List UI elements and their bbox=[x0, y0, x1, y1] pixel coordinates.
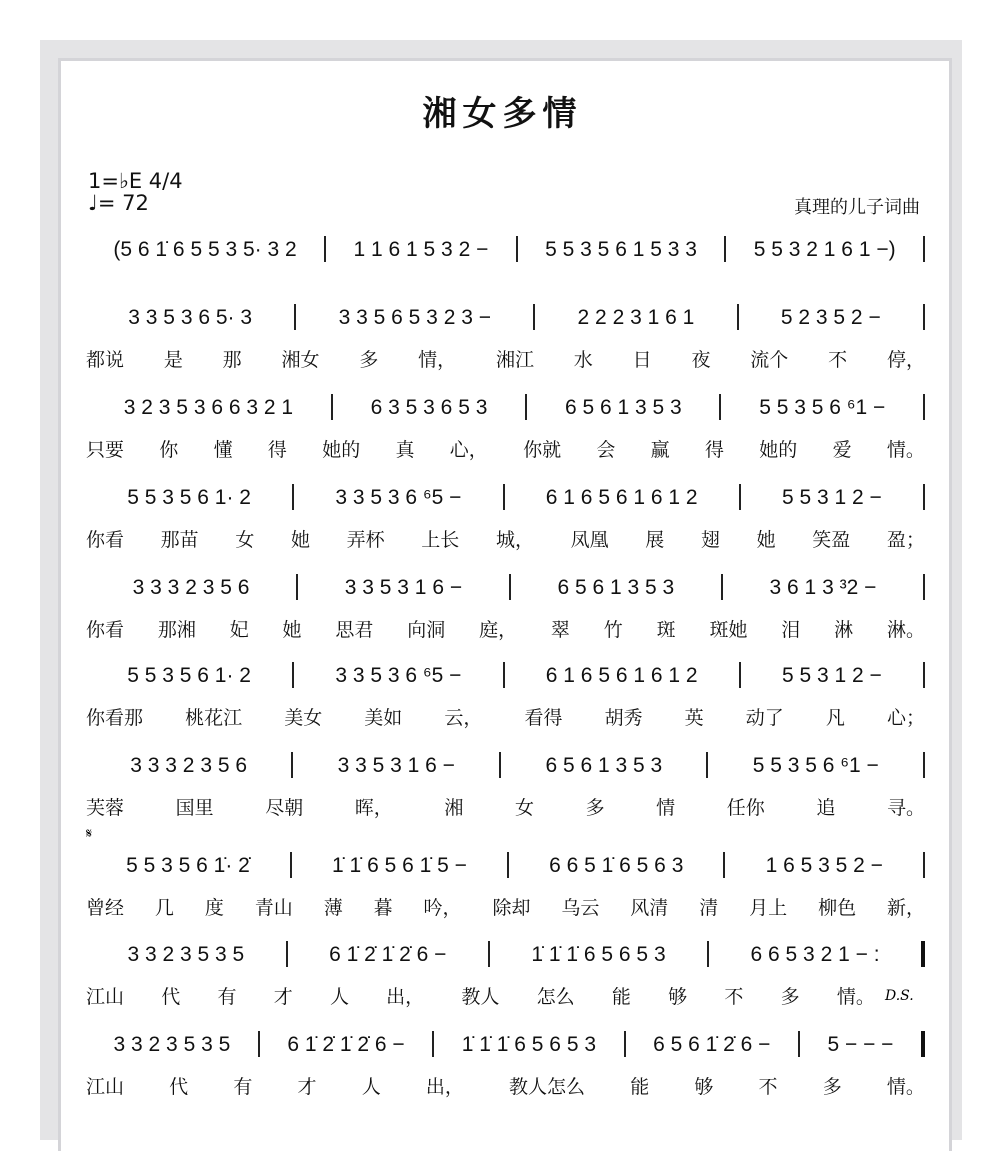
lyrics-row bbox=[86, 703, 925, 730]
notes: 6 1̇ 2̇ 1̇ 2̇ 6 − bbox=[287, 1033, 405, 1056]
lyric-word: 芙蓉 bbox=[86, 797, 125, 819]
lyric-word: 那苗 bbox=[160, 529, 199, 551]
measure bbox=[511, 574, 723, 600]
lyric-word: 竹 bbox=[603, 619, 623, 641]
lyric-word: 不 bbox=[724, 986, 744, 1008]
lyric-word: 她的 bbox=[759, 439, 798, 461]
lyrics-row bbox=[86, 525, 925, 552]
lyric-word: 英 bbox=[684, 707, 704, 729]
measure bbox=[294, 662, 504, 688]
notes: (5 6 1̇ 6 5 5 3 5· 3 2 bbox=[113, 238, 297, 261]
lyric-word: 妃 bbox=[229, 619, 249, 641]
notation-row bbox=[86, 937, 925, 967]
lyric-word: 泪 bbox=[781, 619, 801, 641]
key-tempo bbox=[88, 170, 183, 214]
notes: 3 3 5 3 1 6 − bbox=[337, 754, 455, 777]
measure bbox=[800, 1031, 925, 1057]
lyrics-row bbox=[86, 982, 875, 1009]
notes: 5 5 3 5 6 ⁶1 − bbox=[759, 396, 886, 419]
lyric-word: 城， bbox=[495, 529, 534, 551]
lyric-word: 那 bbox=[222, 349, 242, 371]
lyric-word: 国里 bbox=[175, 797, 214, 819]
lyric-word: 盈； bbox=[886, 529, 925, 551]
notation-row bbox=[86, 658, 925, 688]
notes: 5 5 3 5 6 1· 2 bbox=[127, 664, 251, 687]
notation-row bbox=[86, 748, 925, 778]
notes: 6 6 5 3 2 1 − : bbox=[750, 943, 880, 966]
measure bbox=[296, 304, 535, 330]
measure bbox=[518, 236, 727, 262]
notes: 3 3 3 2 3 5 6 bbox=[130, 754, 248, 777]
lyric-word: 几 bbox=[154, 897, 174, 919]
measure bbox=[326, 236, 518, 262]
measure bbox=[86, 662, 294, 688]
lyric-word: 都说 bbox=[86, 349, 125, 371]
notes: 5 5 3 1 2 − bbox=[781, 486, 882, 509]
lyric-word: 赢 bbox=[650, 439, 670, 461]
lyric-word: 你 bbox=[159, 439, 179, 461]
key-signature: 1=♭E 4/4 bbox=[88, 169, 183, 193]
lyric-word: 多 bbox=[585, 797, 605, 819]
lyric-word: 湘 bbox=[444, 797, 464, 819]
notes: 6 5 6 1 3 5 3 bbox=[545, 754, 663, 777]
lyric-word: 只要 bbox=[86, 439, 125, 461]
lyric-word: 女 bbox=[514, 797, 534, 819]
measure bbox=[741, 662, 925, 688]
measure bbox=[725, 852, 925, 878]
lyric-word: 出， bbox=[386, 986, 425, 1008]
measure bbox=[86, 304, 296, 330]
lyric-word: 停， bbox=[886, 349, 925, 371]
lyric-word: 代 bbox=[169, 1076, 189, 1098]
author-credit: 真理的儿子词曲 bbox=[794, 197, 920, 218]
lyric-word: 看得 bbox=[524, 707, 563, 729]
notes: 5 5 3 5 6 ⁶1 − bbox=[752, 754, 879, 777]
notes: 3 3 5 3 6 ⁶5 − bbox=[335, 486, 462, 509]
lyric-word: 湘女 bbox=[281, 349, 320, 371]
lyric-word: 够 bbox=[694, 1076, 714, 1098]
measure bbox=[741, 484, 925, 510]
measure bbox=[709, 941, 925, 967]
notation-row bbox=[86, 232, 925, 262]
lyric-word: 江山 bbox=[86, 1076, 125, 1098]
lyric-word: 情。 bbox=[836, 986, 875, 1008]
dal-segno-mark: D.S. bbox=[885, 988, 914, 1004]
lyric-word: 上长 bbox=[421, 529, 460, 551]
lyric-word: 桃花江 bbox=[185, 707, 243, 729]
lyric-word: 胡秀 bbox=[604, 707, 643, 729]
lyric-word: 教人 bbox=[461, 986, 500, 1008]
lyric-word: 情。 bbox=[886, 439, 925, 461]
notes: 6 1 6 5 6 1 6 1 2 bbox=[545, 486, 698, 509]
notes: 1 1 6 1 5 3 2 − bbox=[353, 238, 489, 261]
measure bbox=[527, 394, 721, 420]
notes: 5 5 3 5 6 1̇· 2̇ bbox=[126, 854, 250, 877]
lyric-word: 你看 bbox=[86, 619, 125, 641]
lyric-word: 教人怎么 bbox=[509, 1076, 586, 1098]
lyric-word: 有 bbox=[233, 1076, 253, 1098]
measure bbox=[505, 662, 741, 688]
notation-row bbox=[86, 300, 925, 330]
lyric-word: 够 bbox=[668, 986, 688, 1008]
lyric-word: 美女 bbox=[284, 707, 323, 729]
lyric-word: 你就 bbox=[523, 439, 562, 461]
lyric-word: 才 bbox=[273, 986, 293, 1008]
lyric-word: 美如 bbox=[364, 707, 403, 729]
notes: 5 2 3 5 2 − bbox=[780, 306, 881, 329]
lyric-word: 多 bbox=[359, 349, 379, 371]
lyric-word: 心， bbox=[449, 439, 488, 461]
notes: 3 3 2 3 5 3 5 bbox=[127, 943, 245, 966]
notation-row bbox=[86, 570, 925, 600]
lyric-word: 得 bbox=[267, 439, 287, 461]
measure bbox=[260, 1031, 434, 1057]
notes: 5 5 3 2 1 6 1 −) bbox=[753, 238, 896, 261]
measure bbox=[501, 752, 708, 778]
song-title: 湘女多情 bbox=[422, 94, 583, 134]
lyric-word: 笑盈 bbox=[812, 529, 851, 551]
lyric-word: 湘江 bbox=[495, 349, 534, 371]
lyric-word: 凤凰 bbox=[570, 529, 609, 551]
lyric-word: 柳色 bbox=[818, 897, 857, 919]
lyric-word: 新， bbox=[886, 897, 925, 919]
notation-row bbox=[86, 480, 925, 510]
notes: 1 6 5 3 5 2 − bbox=[765, 854, 883, 877]
lyric-word: 真 bbox=[395, 439, 415, 461]
lyric-word: 你看那 bbox=[86, 707, 144, 729]
lyric-word: 日 bbox=[632, 349, 652, 371]
measure bbox=[86, 394, 333, 420]
lyrics-row bbox=[86, 893, 925, 920]
lyrics-row bbox=[86, 615, 925, 642]
lyric-word: 寻。 bbox=[886, 797, 925, 819]
lyric-word: 乌云 bbox=[561, 897, 600, 919]
lyrics-row bbox=[86, 793, 925, 820]
lyric-word: 会 bbox=[596, 439, 616, 461]
lyric-word: 暮 bbox=[373, 897, 393, 919]
lyric-word: 薄 bbox=[323, 897, 343, 919]
notes: 6 1 6 5 6 1 6 1 2 bbox=[545, 664, 698, 687]
measure bbox=[298, 574, 511, 600]
lyric-word: 江山 bbox=[86, 986, 125, 1008]
segno-sign: 𝄋 bbox=[86, 826, 93, 842]
lyric-word: 凡 bbox=[825, 707, 845, 729]
lyric-word: 是 bbox=[163, 349, 183, 371]
notes: 6 5 6 1 3 5 3 bbox=[557, 576, 675, 599]
lyric-word: 动了 bbox=[745, 707, 784, 729]
measure bbox=[293, 752, 501, 778]
lyric-word: 弄杯 bbox=[346, 529, 385, 551]
lyric-word: 风清 bbox=[630, 897, 669, 919]
lyric-word: 爱 bbox=[832, 439, 852, 461]
measure bbox=[86, 236, 326, 262]
measure bbox=[739, 304, 925, 330]
lyric-word: 情 bbox=[656, 797, 676, 819]
lyric-word: 云， bbox=[444, 707, 483, 729]
measure bbox=[434, 1031, 625, 1057]
lyric-word: 她 bbox=[282, 619, 302, 641]
lyric-word: 斑她 bbox=[709, 619, 748, 641]
notes: 5 5 3 5 6 1 5 3 3 bbox=[545, 238, 697, 261]
measure bbox=[86, 484, 294, 510]
measure bbox=[86, 752, 293, 778]
lyric-word: 代 bbox=[161, 986, 181, 1008]
lyrics-row bbox=[86, 1072, 925, 1099]
notes: 3 6 1 3 ³2 − bbox=[769, 576, 877, 599]
measure bbox=[86, 941, 288, 967]
notes: 6 1̇ 2̇ 1̇ 2̇ 6 − bbox=[329, 943, 447, 966]
lyric-word: 展 bbox=[645, 529, 665, 551]
measure bbox=[721, 394, 925, 420]
notes: 3 3 2 3 5 3 5 bbox=[113, 1033, 231, 1056]
lyric-word: 淋。 bbox=[886, 619, 925, 641]
lyric-word: 那湘 bbox=[157, 619, 196, 641]
measure bbox=[505, 484, 741, 510]
lyric-word: 人 bbox=[361, 1076, 381, 1098]
lyric-word: 庭， bbox=[479, 619, 518, 641]
lyric-word: 她 bbox=[290, 529, 310, 551]
notes: 5 − − − bbox=[827, 1033, 894, 1056]
lyric-word: 能 bbox=[630, 1076, 650, 1098]
measure bbox=[626, 1031, 800, 1057]
measure bbox=[86, 1031, 260, 1057]
lyric-word: 能 bbox=[611, 986, 631, 1008]
notation-row bbox=[86, 1027, 925, 1057]
lyric-word: 曾经 bbox=[86, 897, 125, 919]
lyric-word: 不 bbox=[758, 1076, 778, 1098]
lyric-word: 她的 bbox=[322, 439, 361, 461]
lyric-word: 不 bbox=[828, 349, 848, 371]
lyrics-row bbox=[86, 435, 925, 462]
lyric-word: 夜 bbox=[691, 349, 711, 371]
measure bbox=[86, 852, 292, 878]
measure bbox=[292, 852, 509, 878]
lyric-word: 情。 bbox=[886, 1076, 925, 1098]
lyric-word: 清 bbox=[699, 897, 719, 919]
notation-row bbox=[86, 848, 925, 878]
lyric-word: 流个 bbox=[750, 349, 789, 371]
measure bbox=[708, 752, 925, 778]
notes: 3 3 5 3 6 ⁶5 − bbox=[335, 664, 462, 687]
notation-row bbox=[86, 390, 925, 420]
notes: 6 3 5 3 6 5 3 bbox=[370, 396, 488, 419]
measure bbox=[509, 852, 725, 878]
measure bbox=[723, 574, 925, 600]
lyric-word: 水 bbox=[573, 349, 593, 371]
lyric-word: 翠 bbox=[550, 619, 570, 641]
notes: 3 3 5 3 1 6 − bbox=[344, 576, 463, 599]
lyric-word: 她 bbox=[756, 529, 776, 551]
lyric-word: 度 bbox=[204, 897, 224, 919]
lyric-word: 吟， bbox=[423, 897, 462, 919]
lyric-word: 翅 bbox=[700, 529, 720, 551]
lyric-word: 女 bbox=[235, 529, 255, 551]
measure bbox=[726, 236, 925, 262]
lyric-word: 任你 bbox=[726, 797, 765, 819]
lyric-word: 情， bbox=[418, 349, 457, 371]
lyric-word: 追 bbox=[816, 797, 836, 819]
notes: 3 3 5 6 5 3 2 3 − bbox=[338, 306, 491, 329]
measure bbox=[288, 941, 490, 967]
measure bbox=[294, 484, 504, 510]
notes: 1̇ 1̇ 1̇ 6 5 6 5 3 bbox=[531, 943, 666, 966]
lyric-word: 晖， bbox=[354, 797, 393, 819]
measure bbox=[86, 574, 298, 600]
lyric-word: 出， bbox=[425, 1076, 464, 1098]
notes: 6 5 6 1 3 5 3 bbox=[564, 396, 682, 419]
lyric-word: 怎么 bbox=[536, 986, 575, 1008]
measure bbox=[490, 941, 709, 967]
lyric-word: 懂 bbox=[213, 439, 233, 461]
lyric-word: 得 bbox=[704, 439, 724, 461]
lyric-word: 向洞 bbox=[407, 619, 446, 641]
lyric-word: 心； bbox=[886, 707, 925, 729]
lyric-word: 尽朝 bbox=[265, 797, 304, 819]
notes: 5 5 3 5 6 1· 2 bbox=[127, 486, 251, 509]
lyric-word: 斑 bbox=[656, 619, 676, 641]
lyric-word: 青山 bbox=[254, 897, 293, 919]
measure bbox=[535, 304, 738, 330]
lyric-word: 人 bbox=[329, 986, 349, 1008]
notes: 3 3 3 2 3 5 6 bbox=[132, 576, 250, 599]
lyric-word: 才 bbox=[297, 1076, 317, 1098]
lyric-word: 多 bbox=[780, 986, 800, 1008]
lyric-word: 淋 bbox=[834, 619, 854, 641]
notes: 6 5 6 1̇ 2̇ 6 − bbox=[653, 1033, 771, 1056]
measure bbox=[333, 394, 527, 420]
lyric-word: 多 bbox=[822, 1076, 842, 1098]
tempo-mark: ♩= 72 bbox=[88, 191, 149, 215]
notes: 3 2 3 5 3 6 6 3 2 1 bbox=[123, 396, 294, 419]
notes: 3 3 5 3 6 5· 3 bbox=[128, 306, 253, 329]
notes: 1̇ 1̇ 1̇ 6 5 6 5 3 bbox=[461, 1033, 597, 1056]
lyric-word: 有 bbox=[217, 986, 237, 1008]
lyric-word: 除却 bbox=[492, 897, 531, 919]
notes: 6 6 5 1̇ 6 5 6 3 bbox=[549, 854, 684, 877]
lyric-word: 思君 bbox=[335, 619, 374, 641]
lyrics-row bbox=[86, 345, 925, 372]
lyric-word: 你看 bbox=[86, 529, 125, 551]
notes: 2 2 2 3 1 6 1 bbox=[577, 306, 695, 329]
lyric-word: 月上 bbox=[749, 897, 788, 919]
notes: 1̇ 1̇ 6 5 6 1̇ 5 − bbox=[332, 854, 467, 877]
notes: 5 5 3 1 2 − bbox=[781, 664, 882, 687]
